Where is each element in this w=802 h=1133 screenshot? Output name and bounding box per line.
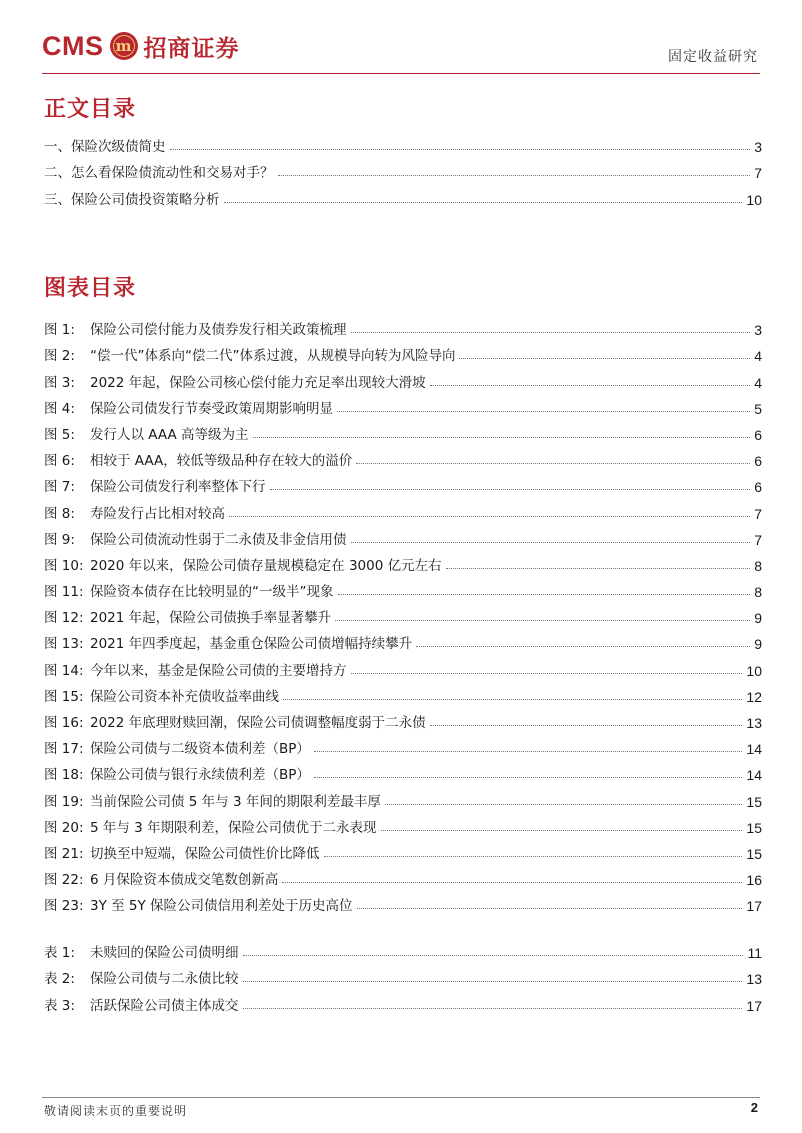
footer-disclaimer: 敬请阅读末页的重要说明 [44, 1104, 188, 1118]
toc-entry-page: 7 [754, 165, 762, 182]
toc-entry-text: 相较于 AAA，较低等级品种存在较大的溢价 [90, 453, 353, 470]
toc-entry[interactable] [44, 783, 762, 809]
toc-entry-text: 保险公司债与银行永续债利差（BP） [90, 767, 310, 784]
figure-toc-list [44, 312, 762, 914]
toc-entry-page: 6 [754, 426, 762, 443]
toc-entry-text: 2022 年底理财赎回潮，保险公司债调整幅度弱于二永债 [90, 715, 426, 731]
toc-entry-text: 二、怎么看保险债流动性和交易对手？ [44, 165, 274, 182]
toc-entry-label: 图 2: [44, 348, 75, 365]
company-logo [42, 28, 240, 64]
dot-leader [278, 175, 751, 176]
toc-entry-label: 图 13: [44, 636, 84, 653]
toc-entry-label: 图 3: [44, 374, 75, 391]
logo-chinese: 招商证券 [143, 34, 240, 62]
dot-leader [324, 856, 743, 857]
toc-entry-text: 今年以来，基金是保险公司债的主要增持方 [90, 662, 347, 679]
toc-entry-page: 15 [746, 845, 762, 862]
toc-entry-text: 3Y 至 5Y 保险公司债信用利差处于历史高位 [90, 898, 353, 915]
toc-entry-label: 表 3: [44, 997, 75, 1014]
toc-entry-page: 7 [754, 505, 762, 522]
toc-entry-text: 2021 年起，保险公司债换手率显著攀升 [90, 610, 332, 627]
toc-entry-label: 表 2: [44, 971, 75, 988]
toc-entry-text: 发行人以 AAA 高等级为主 [90, 426, 249, 443]
toc-entry[interactable] [44, 312, 762, 338]
dot-leader [282, 882, 742, 883]
toc-entry[interactable] [44, 522, 762, 548]
toc-entry[interactable] [44, 181, 762, 207]
toc-entry-label: 图 16: [44, 715, 84, 731]
toc-entry[interactable] [44, 705, 762, 731]
toc-entry-label: 图 7: [44, 479, 75, 496]
toc-entry[interactable] [44, 652, 762, 678]
toc-entry[interactable] [44, 862, 762, 888]
toc-entry-text: 保险公司债发行节奏受政策周期影响明显 [90, 400, 333, 417]
toc-entry-label: 图 21: [44, 845, 84, 862]
dot-leader [283, 699, 742, 700]
dot-leader [270, 489, 751, 490]
toc-entry-page: 17 [746, 898, 762, 915]
toc-entry[interactable] [44, 626, 762, 652]
toc-entry[interactable] [44, 935, 762, 961]
toc-entry-page: 14 [746, 741, 762, 758]
dot-leader [357, 908, 743, 909]
toc-entry[interactable] [44, 961, 762, 987]
toc-entry-page: 9 [754, 636, 762, 653]
toc-entry-text: 保险公司债与二级资本债利差（BP） [90, 741, 310, 758]
dot-leader [243, 955, 744, 956]
dot-leader [337, 411, 750, 412]
toc-entry[interactable] [44, 731, 762, 757]
toc-entry-page: 8 [754, 557, 762, 574]
toc-entry-text: 保险公司债与二永债比较 [90, 971, 239, 988]
page-number: 2 [750, 1100, 758, 1115]
toc-entry-label: 图 8: [44, 505, 75, 522]
toc-entry-page: 6 [754, 453, 762, 470]
toc-entry[interactable] [44, 548, 762, 574]
toc-entry-page: 11 [747, 945, 762, 962]
toc-entry-text: 保险公司资本补充债收益率曲线 [90, 688, 279, 705]
toc-entry-page: 4 [754, 374, 762, 391]
toc-entry-text: 未赎回的保险公司债明细 [90, 945, 239, 962]
dot-leader [351, 673, 743, 674]
dot-leader [314, 751, 743, 752]
dot-leader [385, 804, 743, 805]
toc-entry[interactable] [44, 417, 762, 443]
toc-entry[interactable] [44, 600, 762, 626]
dot-leader [416, 646, 750, 647]
dot-leader [430, 385, 751, 386]
toc-entry-text: 一、保险次级债简史 [44, 139, 166, 156]
toc-entry-page: 10 [746, 191, 762, 208]
toc-entry[interactable] [44, 888, 762, 914]
toc-entry[interactable] [44, 391, 762, 417]
toc-entry[interactable] [44, 574, 762, 600]
report-type: 固定收益研究 [668, 49, 758, 65]
footer-divider [42, 1097, 760, 1098]
toc-entry-text: 寿险发行占比相对较高 [90, 505, 225, 522]
toc-entry-text: 5 年与 3 年期限利差，保险公司债优于二永表现 [90, 819, 377, 836]
toc-entry-text: 保险公司偿付能力及债券发行相关政策梳理 [90, 322, 347, 339]
toc-entry[interactable] [44, 836, 762, 862]
dot-leader [243, 981, 743, 982]
dot-leader [338, 594, 751, 595]
toc-entry-page: 7 [754, 531, 762, 548]
toc-entry-page: 10 [746, 662, 762, 679]
toc-entry-label: 图 6: [44, 453, 75, 470]
toc-entry-label: 图 14: [44, 662, 84, 679]
toc-entry-label: 图 11: [44, 584, 84, 601]
toc-entry-label: 图 22: [44, 872, 84, 889]
dot-leader [253, 437, 751, 438]
toc-entry-text: 2020 年以来，保险公司债存量规模稳定在 3000 亿元左右 [90, 557, 442, 574]
toc-entry-page: 6 [754, 479, 762, 496]
main-toc-title: 正文目录 [44, 96, 137, 122]
toc-entry[interactable] [44, 443, 762, 469]
toc-entry-label: 图 9: [44, 531, 75, 548]
toc-entry-page: 13 [746, 715, 762, 731]
toc-entry-page: 14 [746, 767, 762, 784]
toc-entry-label: 图 20: [44, 819, 84, 836]
toc-entry-label: 图 19: [44, 793, 84, 810]
toc-entry-text: 三、保险公司债投资策略分析 [44, 191, 220, 208]
toc-entry-label: 图 12: [44, 610, 84, 627]
dot-leader [351, 332, 751, 333]
toc-entry-label: 图 5: [44, 426, 75, 443]
toc-entry-label: 图 4: [44, 400, 75, 417]
dot-leader [170, 149, 751, 150]
toc-entry-page: 3 [754, 139, 762, 156]
toc-entry-page: 15 [746, 819, 762, 836]
toc-entry[interactable] [44, 129, 762, 155]
toc-entry[interactable] [44, 364, 762, 390]
page-header [0, 0, 802, 74]
toc-entry-page: 4 [754, 348, 762, 365]
logo-latin: CMS [42, 30, 104, 61]
dot-leader [430, 725, 743, 726]
toc-entry[interactable] [44, 338, 762, 364]
toc-entry-page: 12 [746, 688, 762, 705]
toc-entry[interactable] [44, 810, 762, 836]
toc-entry-label: 图 1: [44, 322, 75, 339]
toc-entry[interactable] [44, 469, 762, 495]
toc-entry-page: 3 [754, 322, 762, 339]
table-toc-list [44, 935, 762, 1014]
toc-entry-page: 15 [746, 793, 762, 810]
toc-entry-text: 保险公司债发行利率整体下行 [90, 479, 266, 496]
dot-leader [229, 516, 750, 517]
toc-entry[interactable] [44, 155, 762, 181]
toc-entry-label: 图 18: [44, 767, 84, 784]
toc-entry-text: 活跃保险公司债主体成交 [90, 997, 239, 1014]
dot-leader [335, 620, 750, 621]
toc-entry-label: 图 15: [44, 688, 84, 705]
logo-seal-icon: m [110, 32, 138, 60]
toc-entry-label: 图 10: [44, 557, 84, 574]
toc-entry-page: 13 [746, 971, 762, 988]
toc-entry-label: 表 1: [44, 945, 75, 962]
toc-entry[interactable] [44, 495, 762, 521]
toc-entry-text: “偿一代”体系向“偿二代”体系过渡，从规模导向转为风险导向 [90, 348, 456, 365]
dot-leader [351, 542, 751, 543]
toc-entry-page: 8 [754, 584, 762, 601]
toc-entry-page: 16 [746, 872, 762, 889]
dot-leader [314, 777, 743, 778]
toc-entry-text: 2021 年四季度起，基金重仓保险公司债增幅持续攀升 [90, 636, 413, 653]
toc-entry-page: 9 [754, 610, 762, 627]
dot-leader [381, 830, 743, 831]
toc-entry[interactable] [44, 679, 762, 705]
toc-entry-text: 切换至中短端，保险公司债性价比降低 [90, 845, 320, 862]
header-divider [42, 73, 760, 74]
toc-entry-page: 17 [746, 997, 762, 1014]
dot-leader [224, 202, 743, 203]
toc-entry-text: 保险资本债存在比较明显的“一级半”现象 [90, 584, 334, 601]
toc-entry-label: 图 23: [44, 898, 84, 915]
toc-entry-page: 5 [754, 400, 762, 417]
toc-entry-label: 图 17: [44, 741, 84, 758]
toc-entry-text: 当前保险公司债 5 年与 3 年间的期限利差最丰厚 [90, 793, 381, 810]
toc-entry[interactable] [44, 987, 762, 1013]
dot-leader [243, 1008, 743, 1009]
dot-leader [459, 358, 750, 359]
toc-entry-text: 保险公司债流动性弱于二永债及非金信用债 [90, 531, 347, 548]
main-toc-list [44, 129, 762, 208]
toc-entry[interactable] [44, 757, 762, 783]
dot-leader [446, 568, 751, 569]
dot-leader [356, 463, 750, 464]
toc-entry-text: 6 月保险资本债成交笔数创新高 [90, 872, 279, 889]
toc-entry-text: 2022 年起，保险公司核心偿付能力充足率出现较大滑坡 [90, 374, 426, 391]
chart-toc-title: 图表目录 [44, 275, 137, 301]
